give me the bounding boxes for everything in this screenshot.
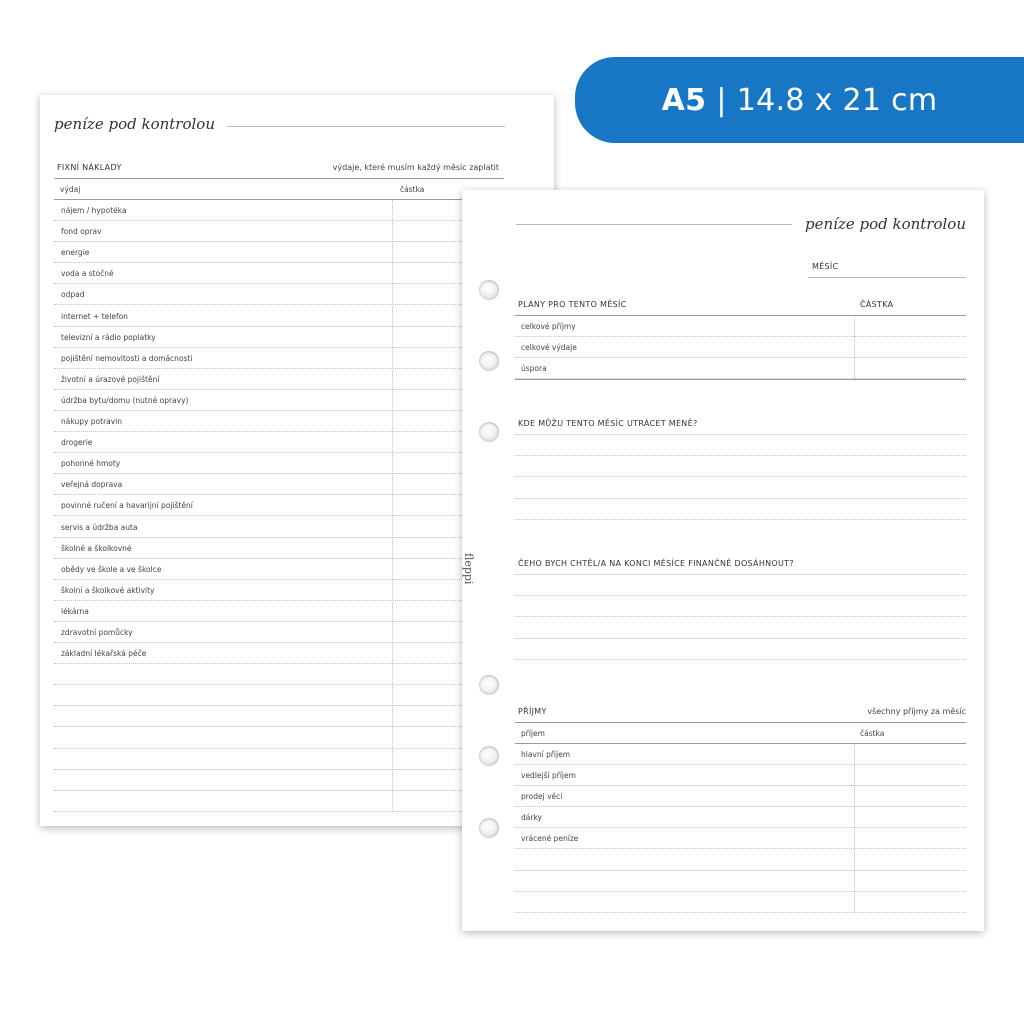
row-label: nákupy potravin [61, 417, 123, 426]
plan-row [515, 358, 966, 379]
title-rule [516, 224, 792, 225]
row-label: vrácené peníze [521, 834, 579, 844]
binder-hole [479, 422, 499, 442]
writing-line[interactable] [515, 638, 966, 639]
column-header-item: výdaj [60, 185, 81, 194]
brand-logo: fleppi [462, 553, 475, 585]
badge-size: A5 [661, 82, 707, 118]
row-label: pojištění nemovitosti a domácnosti [61, 353, 193, 363]
row-label: školní a školkové aktivity [61, 585, 155, 595]
row-label: energie [61, 248, 90, 258]
row-label: dárky [521, 813, 542, 823]
expense-row [54, 474, 504, 495]
expense-row [54, 580, 504, 601]
row-label: servis a údržba auta [61, 522, 138, 532]
writing-line[interactable] [515, 616, 966, 617]
binder-hole [479, 818, 499, 838]
row-label: základní lékařská péče [61, 649, 147, 659]
plans-amount-header: ČÁSTKA [860, 300, 894, 309]
empty-expense-row [54, 770, 504, 791]
expense-row [54, 432, 504, 453]
column-header-amount: částka [400, 185, 425, 194]
empty-expense-row [54, 791, 504, 812]
row-line [515, 912, 966, 913]
row-label: životní a úrazové pojištění [61, 374, 160, 384]
income-row [515, 807, 966, 828]
row-label: lékárna [61, 606, 89, 616]
income-rule [515, 722, 966, 723]
expense-row [54, 601, 504, 622]
monthly-plan-page [462, 190, 984, 931]
section-note: výdaje, které musím každý měsíc zaplatit [332, 163, 499, 172]
row-label: vedlejší příjem [521, 771, 576, 781]
empty-income-row [515, 892, 966, 913]
expense-row [54, 284, 504, 305]
writing-line[interactable] [515, 455, 966, 456]
expense-row [54, 348, 504, 369]
expense-row [54, 306, 504, 327]
row-label: voda a stočné [61, 269, 114, 279]
expense-row [54, 369, 504, 390]
writing-line[interactable] [515, 659, 966, 660]
row-line [54, 811, 504, 812]
section-rule [54, 178, 504, 179]
empty-expense-row [54, 728, 504, 749]
row-label: zdravotní pomůcky [61, 628, 133, 637]
badge-separator: | [716, 82, 727, 118]
expense-row [54, 390, 504, 411]
expense-row [54, 517, 504, 538]
expense-row [54, 453, 504, 474]
month-field-line [808, 277, 966, 278]
row-label: celkové výdaje [521, 343, 577, 352]
empty-income-row [515, 850, 966, 871]
badge-dimensions: 14.8 x 21 cm [736, 82, 938, 118]
row-label: internet + telefon [61, 311, 128, 321]
expense-row [54, 538, 504, 559]
expense-row [54, 559, 504, 580]
writing-line[interactable] [515, 519, 966, 520]
page-title: peníze pod kontrolou [54, 115, 215, 133]
row-label: údržba bytu/domu (nutné opravy) [61, 395, 189, 405]
row-label: drogerie [61, 438, 93, 448]
binder-hole [479, 351, 499, 371]
plans-title: PLÁNY PRO TENTO MĚSÍC [518, 300, 627, 309]
income-note: všechny příjmy za měsíc [867, 707, 966, 716]
month-label: MĚSÍC [812, 262, 839, 271]
row-label: obědy ve škole a ve školce [61, 564, 162, 574]
row-label: veřejná doprava [61, 480, 123, 490]
writing-line[interactable] [515, 434, 966, 435]
expense-row [54, 200, 504, 221]
page-title: peníze pod kontrolou [805, 215, 966, 233]
income-row [515, 744, 966, 765]
expense-row [54, 327, 504, 348]
plan-row [515, 316, 966, 337]
binder-hole [479, 675, 499, 695]
row-label: nájem / hypotéka [61, 206, 127, 215]
row-label: úspora [521, 364, 547, 373]
expense-row [54, 622, 504, 643]
expense-row [54, 263, 504, 284]
expense-row [54, 221, 504, 242]
writing-line[interactable] [515, 498, 966, 499]
income-column-item: příjem [521, 729, 545, 738]
income-column-amount: částka [860, 729, 885, 738]
empty-expense-row [54, 706, 504, 727]
row-label: hlavní příjem [521, 750, 571, 759]
expense-row [54, 643, 504, 664]
binder-hole [479, 746, 499, 766]
empty-expense-row [54, 685, 504, 706]
question-financial-goal: ČEHO BYCH CHTĚL/A NA KONCI MĚSÍCE FINANČNĚ DOSÁHNOUT? [518, 559, 794, 568]
income-row [515, 786, 966, 807]
question-spend-less: KDE MŮŽU TENTO MĚSÍC UTRÁCET MÉNĚ? [518, 419, 698, 428]
income-row [515, 765, 966, 786]
writing-line[interactable] [515, 574, 966, 575]
format-badge [575, 57, 1024, 143]
title-rule [227, 126, 505, 127]
expense-row [54, 495, 504, 516]
row-label: celkové příjmy [521, 322, 576, 331]
row-label: fond oprav [61, 227, 102, 237]
income-title: PŘÍJMY [518, 707, 547, 716]
expense-row [54, 411, 504, 432]
section-title: FIXNÍ NÁKLADY [57, 163, 122, 172]
writing-line[interactable] [515, 476, 966, 477]
plan-row [515, 337, 966, 358]
writing-line[interactable] [515, 595, 966, 596]
empty-expense-row [54, 664, 504, 685]
row-label: prodej věcí [521, 792, 563, 802]
binder-hole [479, 280, 499, 300]
income-row [515, 828, 966, 849]
expense-row [54, 242, 504, 263]
row-label: povinné ručení a havarijní pojištění [61, 501, 193, 511]
empty-expense-row [54, 749, 504, 770]
plans-bottom-rule [515, 379, 966, 380]
row-label: školné a školkovné [61, 543, 132, 553]
row-label: pohonné hmoty [61, 459, 121, 469]
empty-income-row [515, 871, 966, 892]
row-label: odpad [61, 290, 85, 300]
row-label: televizní a rádio poplatky [61, 332, 156, 342]
